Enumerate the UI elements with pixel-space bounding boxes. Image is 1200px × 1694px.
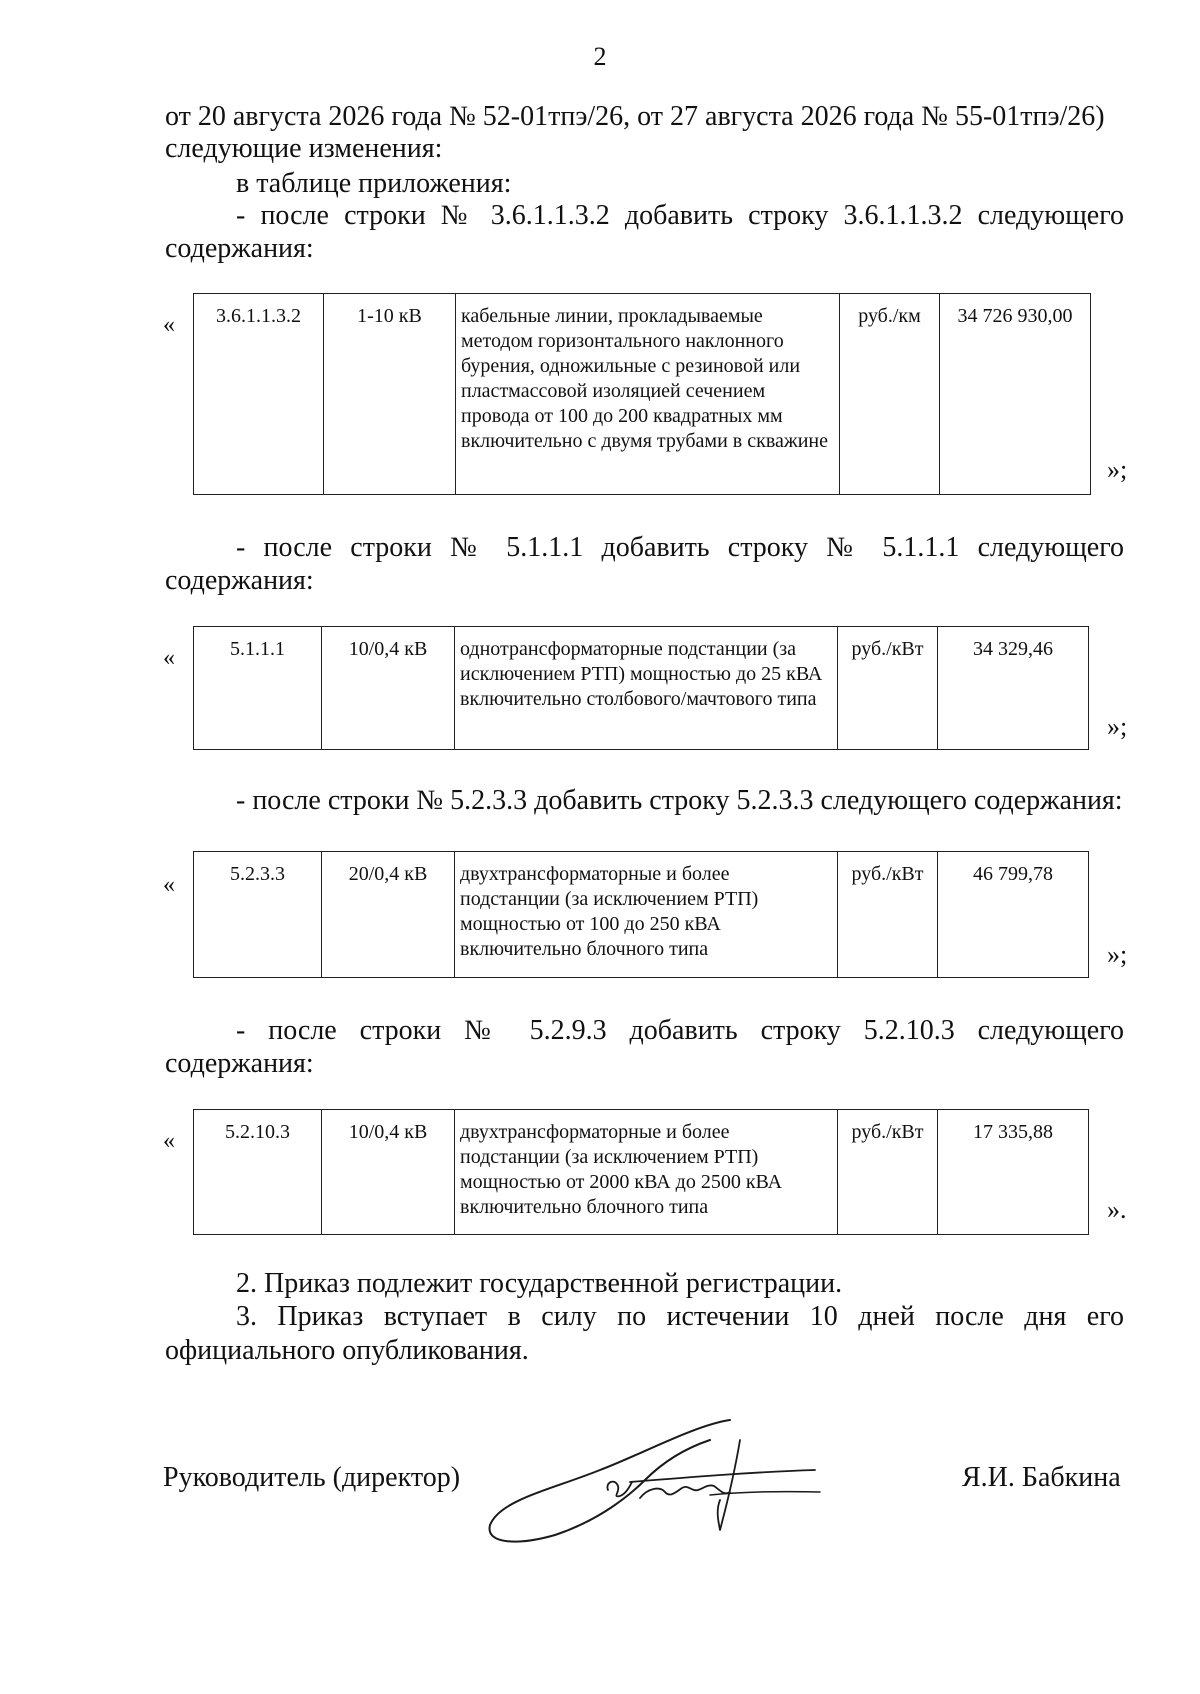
clause-3-cont: официального опубликования.	[165, 1335, 529, 1366]
row-price: 46 799,78	[938, 852, 1089, 978]
row-price: 34 726 930,00	[940, 294, 1091, 495]
amendment-1-instruction: - после строки № 3.6.1.1.3.2 добавить строку 3.6.1.1.3.2 следующего	[236, 200, 1124, 231]
row-description: кабельные линии, прокладываемые методом горизонтального наклонного бурения, одножильные с резиновой или пластмассовой изоляцией сечением провода от 100 до 200 квадратных мм включительно с двумя трубами в скважине	[456, 294, 840, 495]
amendment-4-instruction: - после строки № 5.2.9.3 добавить строку 5.2.10.3 следующего	[236, 1015, 1124, 1046]
signatory-name: Я.И. Бабкина	[962, 1462, 1121, 1493]
row-description: однотрансформаторные подстанции (за исключением РТП) мощностью до 25 кВА включительно столбового/мачтового типа	[455, 627, 838, 750]
quote-close-2: »;	[1107, 712, 1128, 741]
handwritten-signature	[480, 1400, 860, 1550]
page-number: 2	[593, 42, 607, 71]
row-unit: руб./км	[840, 294, 940, 495]
row-price: 34 329,46	[938, 627, 1089, 750]
amendment-4-instruction-cont: содержания:	[165, 1048, 314, 1079]
row-unit: руб./кВт	[838, 852, 938, 978]
amendment-4-table	[193, 1109, 1089, 1235]
row-voltage: 10/0,4 кВ	[322, 1110, 455, 1235]
amendment-2-instruction: - после строки № 5.1.1.1 добавить строку № 5.1.1.1 следующего	[236, 532, 1124, 563]
amendment-2-table	[193, 626, 1089, 750]
row-number: 3.6.1.1.3.2	[194, 294, 324, 495]
intro-line-3: в таблице приложения:	[236, 168, 512, 199]
clause-2: 2. Приказ подлежит государственной регистрации.	[236, 1268, 843, 1299]
amendment-2-instruction-cont: содержания:	[165, 565, 314, 596]
table-row	[194, 627, 1089, 750]
row-voltage: 1-10 кВ	[324, 294, 456, 495]
amendment-3-instruction: - после строки № 5.2.3.3 добавить строку 5.2.3.3 следующего содержания:	[236, 785, 1123, 816]
row-unit: руб./кВт	[838, 1110, 938, 1235]
quote-close-3: »;	[1107, 940, 1128, 969]
table-row	[194, 1110, 1089, 1235]
signatory-position: Руководитель (директор)	[163, 1462, 461, 1493]
quote-open-4: «	[163, 1128, 175, 1154]
quote-open-2: «	[163, 645, 175, 671]
table-row	[194, 852, 1089, 978]
table-row	[194, 294, 1091, 495]
intro-line-2: следующие изменения:	[165, 133, 443, 164]
row-voltage: 20/0,4 кВ	[322, 852, 455, 978]
row-description: двухтрансформаторные и более подстанции (за исключением РТП) мощностью от 2000 кВА до 2500 кВА включительно блочного типа	[455, 1110, 838, 1235]
quote-close-4: ».	[1107, 1195, 1127, 1224]
amendment-3-table	[193, 851, 1089, 978]
clause-3: 3. Приказ вступает в силу по истечении 10 дней после дня его	[236, 1301, 1124, 1332]
row-unit: руб./кВт	[838, 627, 938, 750]
quote-open-3: «	[163, 872, 175, 898]
quote-open-1: «	[163, 312, 175, 338]
quote-close-1: »;	[1107, 455, 1128, 484]
row-description: двухтрансформаторные и более подстанции (за исключением РТП) мощностью от 100 до 250 кВА включительно блочного типа	[455, 852, 838, 978]
amendment-1-table	[193, 293, 1091, 495]
row-price: 17 335,88	[938, 1110, 1089, 1235]
amendment-1-instruction-cont: содержания:	[165, 233, 314, 264]
intro-line-1: от 20 августа 2026 года № 52-01тпэ/26, от 27 августа 2026 года № 55-01тпэ/26)	[165, 101, 1105, 132]
row-voltage: 10/0,4 кВ	[322, 627, 455, 750]
row-number: 5.2.3.3	[194, 852, 322, 978]
row-number: 5.1.1.1	[194, 627, 322, 750]
row-number: 5.2.10.3	[194, 1110, 322, 1235]
